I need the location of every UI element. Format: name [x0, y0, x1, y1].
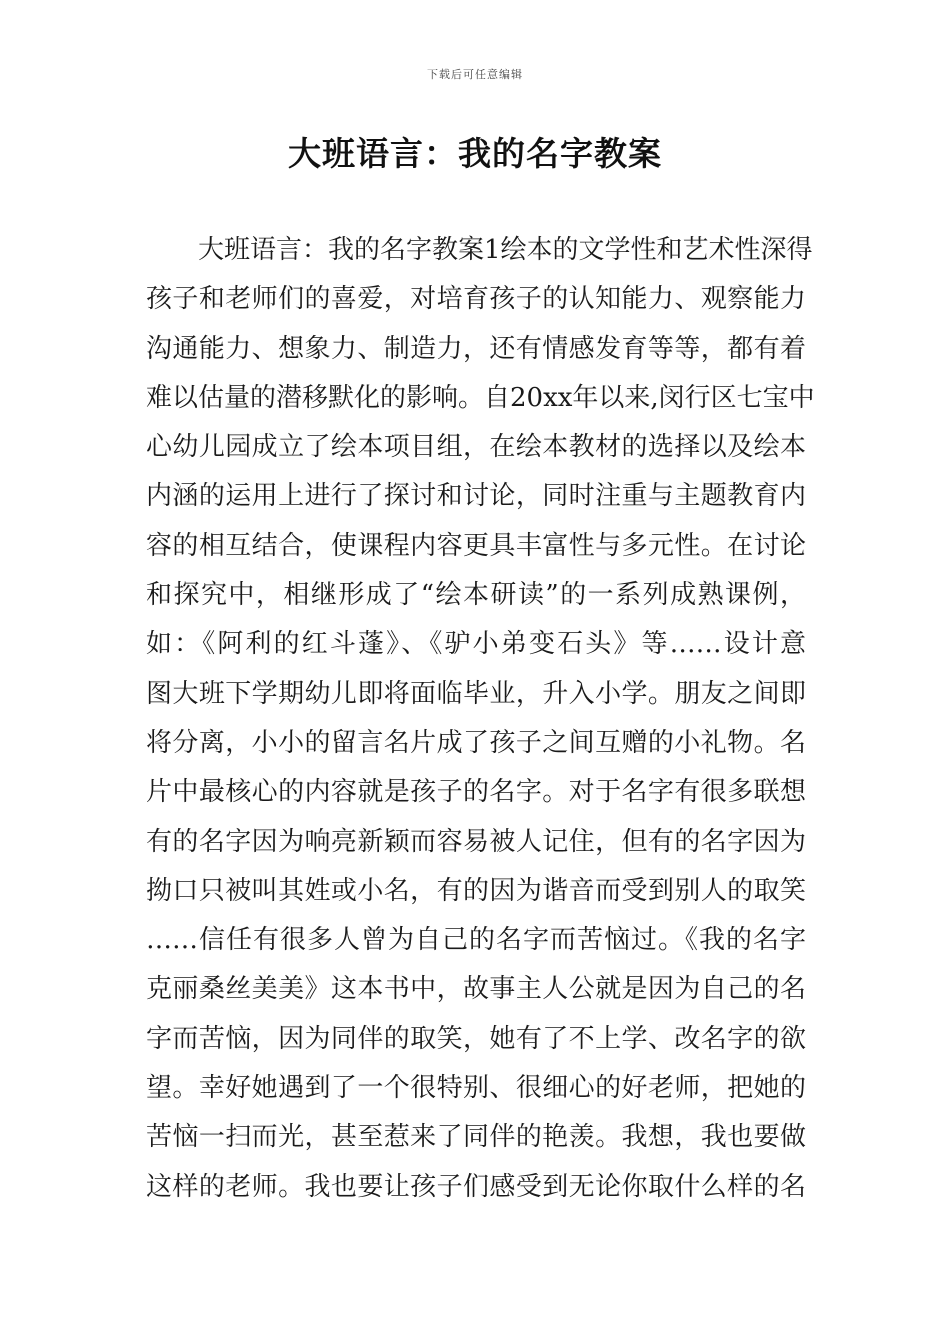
paragraph-line: 拗口只被叫其姓或小名，有的因为谐音而受到别人的取笑: [146, 875, 806, 906]
paragraph-line: 孩子和老师们的喜爱，对培育孩子的认知能力、观察能力: [146, 284, 806, 315]
paragraph-line: 字而苦恼，因为同伴的取笑，她有了不上学、改名字的欲: [146, 1023, 806, 1054]
paragraph-line: 和探究中，相继形成了“绘本研读”的一系列成熟课例，: [146, 580, 806, 611]
paragraph-line: 沟通能力、想象力、制造力，还有情感发育等等，都有着: [146, 333, 806, 364]
paragraph-line: 图大班下学期幼儿即将面临毕业，升入小学。朋友之间即: [146, 678, 806, 709]
paragraph-line: 克丽桑丝美美》这本书中，故事主人公就是因为自己的名: [146, 974, 806, 1005]
document-title: 大班语言：我的名字教案: [288, 134, 662, 173]
paragraph-line: 如：《阿利的红斗蓬》、《驴小弟变石头》等……设计意: [146, 629, 806, 660]
paragraph-line: 有的名字因为响亮新颖而容易被人记住，但有的名字因为: [146, 826, 806, 857]
paragraph-line: 容的相互结合，使课程内容更具丰富性与多元性。在讨论: [146, 530, 806, 561]
paragraph-line: 大班语言：我的名字教案1绘本的文学性和艺术性深得: [198, 235, 813, 265]
paragraph-line: 难以估量的潜移默化的影响。自20xx年以来,闵行区七宝中: [146, 382, 815, 413]
paragraph-line: 内涵的运用上进行了探讨和讨论，同时注重与主题教育内: [146, 481, 806, 512]
paragraph-line: 苦恼一扫而光，甚至惹来了同伴的艳羡。我想，我也要做: [146, 1122, 806, 1153]
paragraph-line: 望。幸好她遇到了一个很特别、很细心的好老师，把她的: [146, 1073, 806, 1104]
paragraph-line: ……信任有很多人曾为自己的名字而苦恼过。《我的名字: [146, 925, 806, 956]
paragraph-line: 片中最核心的内容就是孩子的名字。对于名字有很多联想: [146, 777, 806, 808]
paragraph-line: 将分离，小小的留言名片成了孩子之间互赠的小礼物。名: [146, 727, 806, 758]
paragraph-line: 心幼儿园成立了绘本项目组，在绘本教材的选择以及绘本: [146, 432, 806, 463]
paragraph-line: 这样的老师。我也要让孩子们感受到无论你取什么样的名: [146, 1171, 806, 1202]
header-note: 下载后可任意编辑: [427, 68, 523, 81]
body-paragraph: [146, 226, 815, 1212]
